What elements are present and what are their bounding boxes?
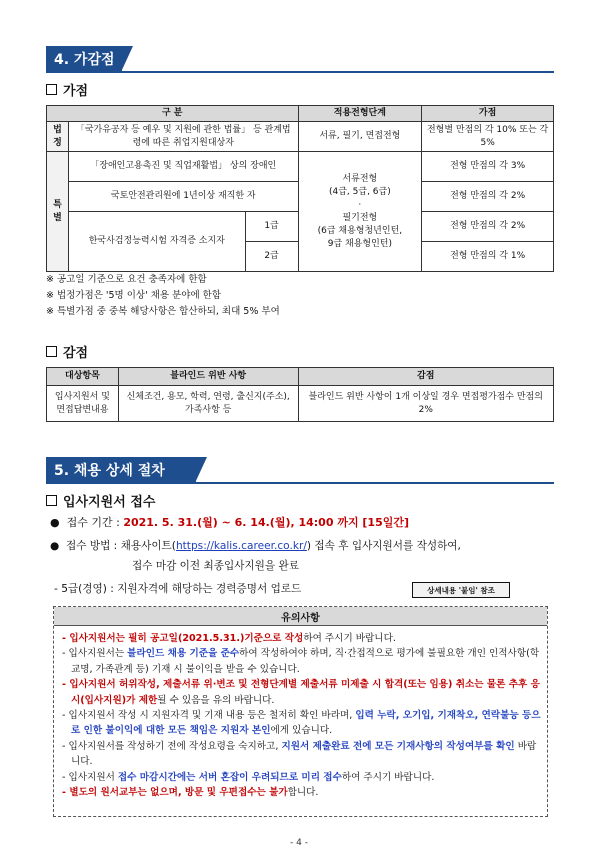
section-5-tail <box>195 457 207 483</box>
note-item: ※ 특별가점 중 중복 해당사항은 합산하되, 최대 5% 부여 <box>46 306 280 317</box>
caution-item: - 입사지원서를 작성하기 전에 작성요령을 숙지하고, 지원서 제출완료 전에 모든 기재사항의 작성여부를 확인 바랍니다. <box>62 740 537 768</box>
deduct-amount: 블라인드 위반 사항이 1개 이상일 경우 면접평가점수 만점의 2% <box>298 386 554 422</box>
legal-desc: 「국가유공자 등 예우 및 지원에 관한 법률」 등 관계법령에 따른 취업지원대상자 <box>68 122 298 152</box>
add-points-table <box>46 105 554 272</box>
add-points-notes <box>46 272 280 320</box>
deduct-target: 입사지원서 및 면접답변내용 <box>47 386 119 422</box>
caution-item: - 입사지원서 접수 마감시간에는 서버 혼잡이 우려되므로 미리 접수하여 주시기 바랍니다. <box>62 771 435 783</box>
apply-grade5: - 5급(경영) : 지원자격에 해당하는 경력증명서 업로드 <box>54 583 302 595</box>
checkbox-square-icon <box>46 495 57 506</box>
header-stage: 적용전형단계 <box>298 106 422 122</box>
caution-item: - 입사지원서는 블라인드 채용 기준을 준수하여 작성하여야 하며, 직·간접적으로 평가에 불필요한 개인 인적사항(학교명, 가족관계 등) 기재 시 불이익을 받을 수 있습니다. <box>62 648 540 675</box>
caution-list <box>54 626 547 800</box>
legal-stage: 서류, 필기, 면접전형 <box>298 122 422 152</box>
section-4-title: 4. 가감점 <box>54 52 115 68</box>
section-4-tail <box>121 46 133 72</box>
apply-period: ● 접수 기간 : 2021. 5. 31.(월) ~ 6. 14.(월), 14:00 까지 [15일간] <box>50 516 410 529</box>
legal-group-label: 법정 <box>47 122 69 152</box>
apply-heading: 입사지원서 접수 <box>46 491 155 510</box>
section-4-rule <box>46 71 554 73</box>
disabled-desc: 「장애인고용촉진 및 직업재활법」 상의 장애인 <box>68 152 298 182</box>
bullet-dot-icon: ● <box>50 516 64 529</box>
special-stage: 서류전형 (4급, 5급, 6급) · 필기전형 (6급 채용형청년인턴, 9급 채용형인턴) <box>298 152 422 272</box>
deduct-table <box>46 367 554 422</box>
history-grade-2: 2급 <box>245 242 298 272</box>
caution-box <box>53 606 548 817</box>
history-desc: 한국사검정능력시험 자격증 소지자 <box>68 212 245 272</box>
history-grade-1: 1급 <box>245 212 298 242</box>
section-4-header <box>46 46 122 72</box>
career-site-link[interactable]: https://kalis.career.co.kr/ <box>175 540 307 552</box>
reference-badge: 상세내용 '붙임' 참조 <box>412 582 510 598</box>
history-grade-2-points: 전형 만점의 각 1% <box>422 242 554 272</box>
checkbox-square-icon <box>46 84 57 95</box>
apply-method: ● 접수 방법 : 채용사이트(https://kalis.career.co.kr/) 접속 후 입사지원서를 작성하여, <box>50 540 461 552</box>
bullet-dot-icon: ● <box>50 540 63 552</box>
legal-points: 전형별 만점의 각 10% 또는 각 5% <box>422 122 554 152</box>
deduct-heading: 감점 <box>46 342 88 361</box>
header-points: 가점 <box>422 106 554 122</box>
header-category: 구 분 <box>47 106 299 122</box>
section-5-rule <box>46 482 554 484</box>
caution-title: 유의사항 <box>54 607 547 626</box>
section-5-header <box>46 457 196 483</box>
page-number: - 4 - <box>290 838 308 848</box>
caution-item: - 별도의 원서교부는 없으며, 방문 및 우편접수는 불가합니다. <box>62 787 319 799</box>
mol-desc: 국토안전관리원에 1년이상 재직한 자 <box>68 182 298 212</box>
note-item: ※ 공고일 기준으로 요건 충족자에 한함 <box>46 274 207 285</box>
caution-item: - 입사지원서 허위작성, 제출서류 위·변조 및 전형단계별 제출서류 미제출 시 합격(또는 임용) 취소는 물론 추후 응시(입사지원)가 제한될 수 있음을 유의 바랍니다. <box>62 679 540 706</box>
caution-item: - 입사지원서 작성 시 지원자격 및 기재 내용 등은 철저히 확인 바라며, 입력 누락, 오기입, 기재착오, 연락불능 등으로 인한 불이익에 대한 모든 책임은 지원자 본인에게 있습니다. <box>62 710 541 737</box>
caution-item: - 입사지원서는 필히 공고일(2021.5.31.)기준으로 작성하여 주시기 바랍니다. <box>62 633 396 644</box>
history-grade-1-points: 전형 만점의 각 2% <box>422 212 554 242</box>
header-deduction: 감점 <box>298 368 554 386</box>
disabled-points: 전형 만점의 각 3% <box>422 152 554 182</box>
deduct-violation: 신체조건, 용모, 학력, 연령, 출신지(주소), 가족사항 등 <box>118 386 298 422</box>
special-group-label: 특별 <box>47 152 69 272</box>
section-5-title: 5. 채용 상세 절차 <box>54 463 165 479</box>
apply-method-line2: 접수 마감 이전 최종입사지원을 완료 <box>132 560 299 572</box>
header-violation: 블라인드 위반 사항 <box>118 368 298 386</box>
header-target: 대상항목 <box>47 368 119 386</box>
checkbox-square-icon <box>46 346 57 357</box>
apply-period-value: 2021. 5. 31.(월) ~ 6. 14.(월), 14:00 까지 [15일간] <box>123 516 410 529</box>
mol-points: 전형 만점의 각 2% <box>422 182 554 212</box>
note-item: ※ 법정가점은 '5명 이상' 채용 분야에 한함 <box>46 290 222 301</box>
add-points-heading: 가점 <box>46 80 88 99</box>
